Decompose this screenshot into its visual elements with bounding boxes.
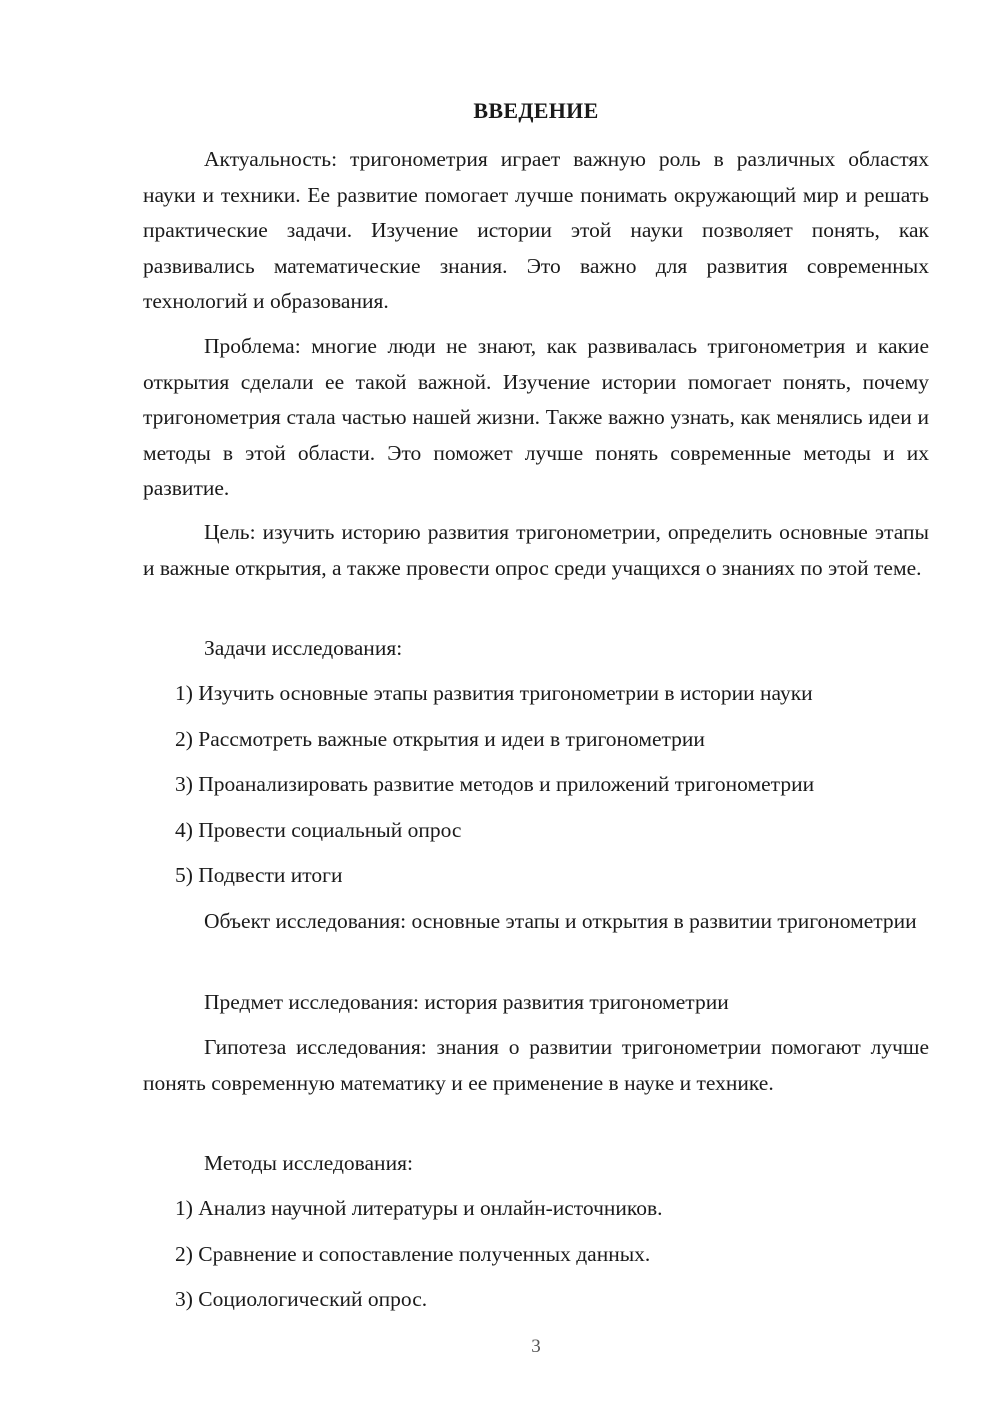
- tasks-label: Задачи исследования:: [204, 636, 403, 660]
- task-item: 1) Изучить основные этапы развития тригонометрии в истории науки: [175, 681, 813, 705]
- task-item: 2) Рассмотреть важные открытия и идеи в тригонометрии: [175, 727, 705, 751]
- method-item: 1) Анализ научной литературы и онлайн-источников.: [175, 1196, 663, 1220]
- goal-paragraph: Цель: изучить историю развития тригонометрии, определить основные этапы и важные открытия, а также провести опрос среди учащихся о знаниях по этой теме.: [143, 520, 929, 580]
- page-title: ВВЕДЕНИЕ: [473, 98, 599, 123]
- task-item: 4) Провести социальный опрос: [175, 818, 462, 842]
- task-item: 5) Подвести итоги: [175, 863, 343, 887]
- method-item: 3) Социологический опрос.: [175, 1287, 428, 1311]
- method-item: 2) Сравнение и сопоставление полученных данных.: [175, 1242, 651, 1266]
- relevance-paragraph: Актуальность: тригонометрия играет важную роль в различных областях науки и техники. Ее развитие помогает лучше понимать окружающий мир и решать практические задачи. Изучение истории этой науки позволяет понять, как развивались математические знания. Это важно для развития современных технологий и образования.: [143, 147, 929, 313]
- page-number: 3: [531, 1336, 541, 1357]
- problem-paragraph: Проблема: многие люди не знают, как развивалась тригонометрия и какие открытия сделали ее такой важной. Изучение истории помогает понять, почему тригонометрия стала частью нашей жизни. Также важно узнать, как менялись идеи и методы в этой области. Это поможет лучше понять современные методы и их развитие.: [143, 334, 929, 500]
- hypothesis-paragraph: Гипотеза исследования: знания о развитии тригонометрии помогают лучше понять современную математику и ее применение в науке и технике.: [143, 1035, 929, 1095]
- subject-paragraph: Предмет исследования: история развития тригонометрии: [204, 990, 729, 1014]
- task-item: 3) Проанализировать развитие методов и приложений тригонометрии: [175, 772, 815, 796]
- methods-label: Методы исследования:: [204, 1151, 413, 1175]
- object-paragraph: Объект исследования: основные этапы и открытия в развитии тригонометрии: [204, 909, 917, 933]
